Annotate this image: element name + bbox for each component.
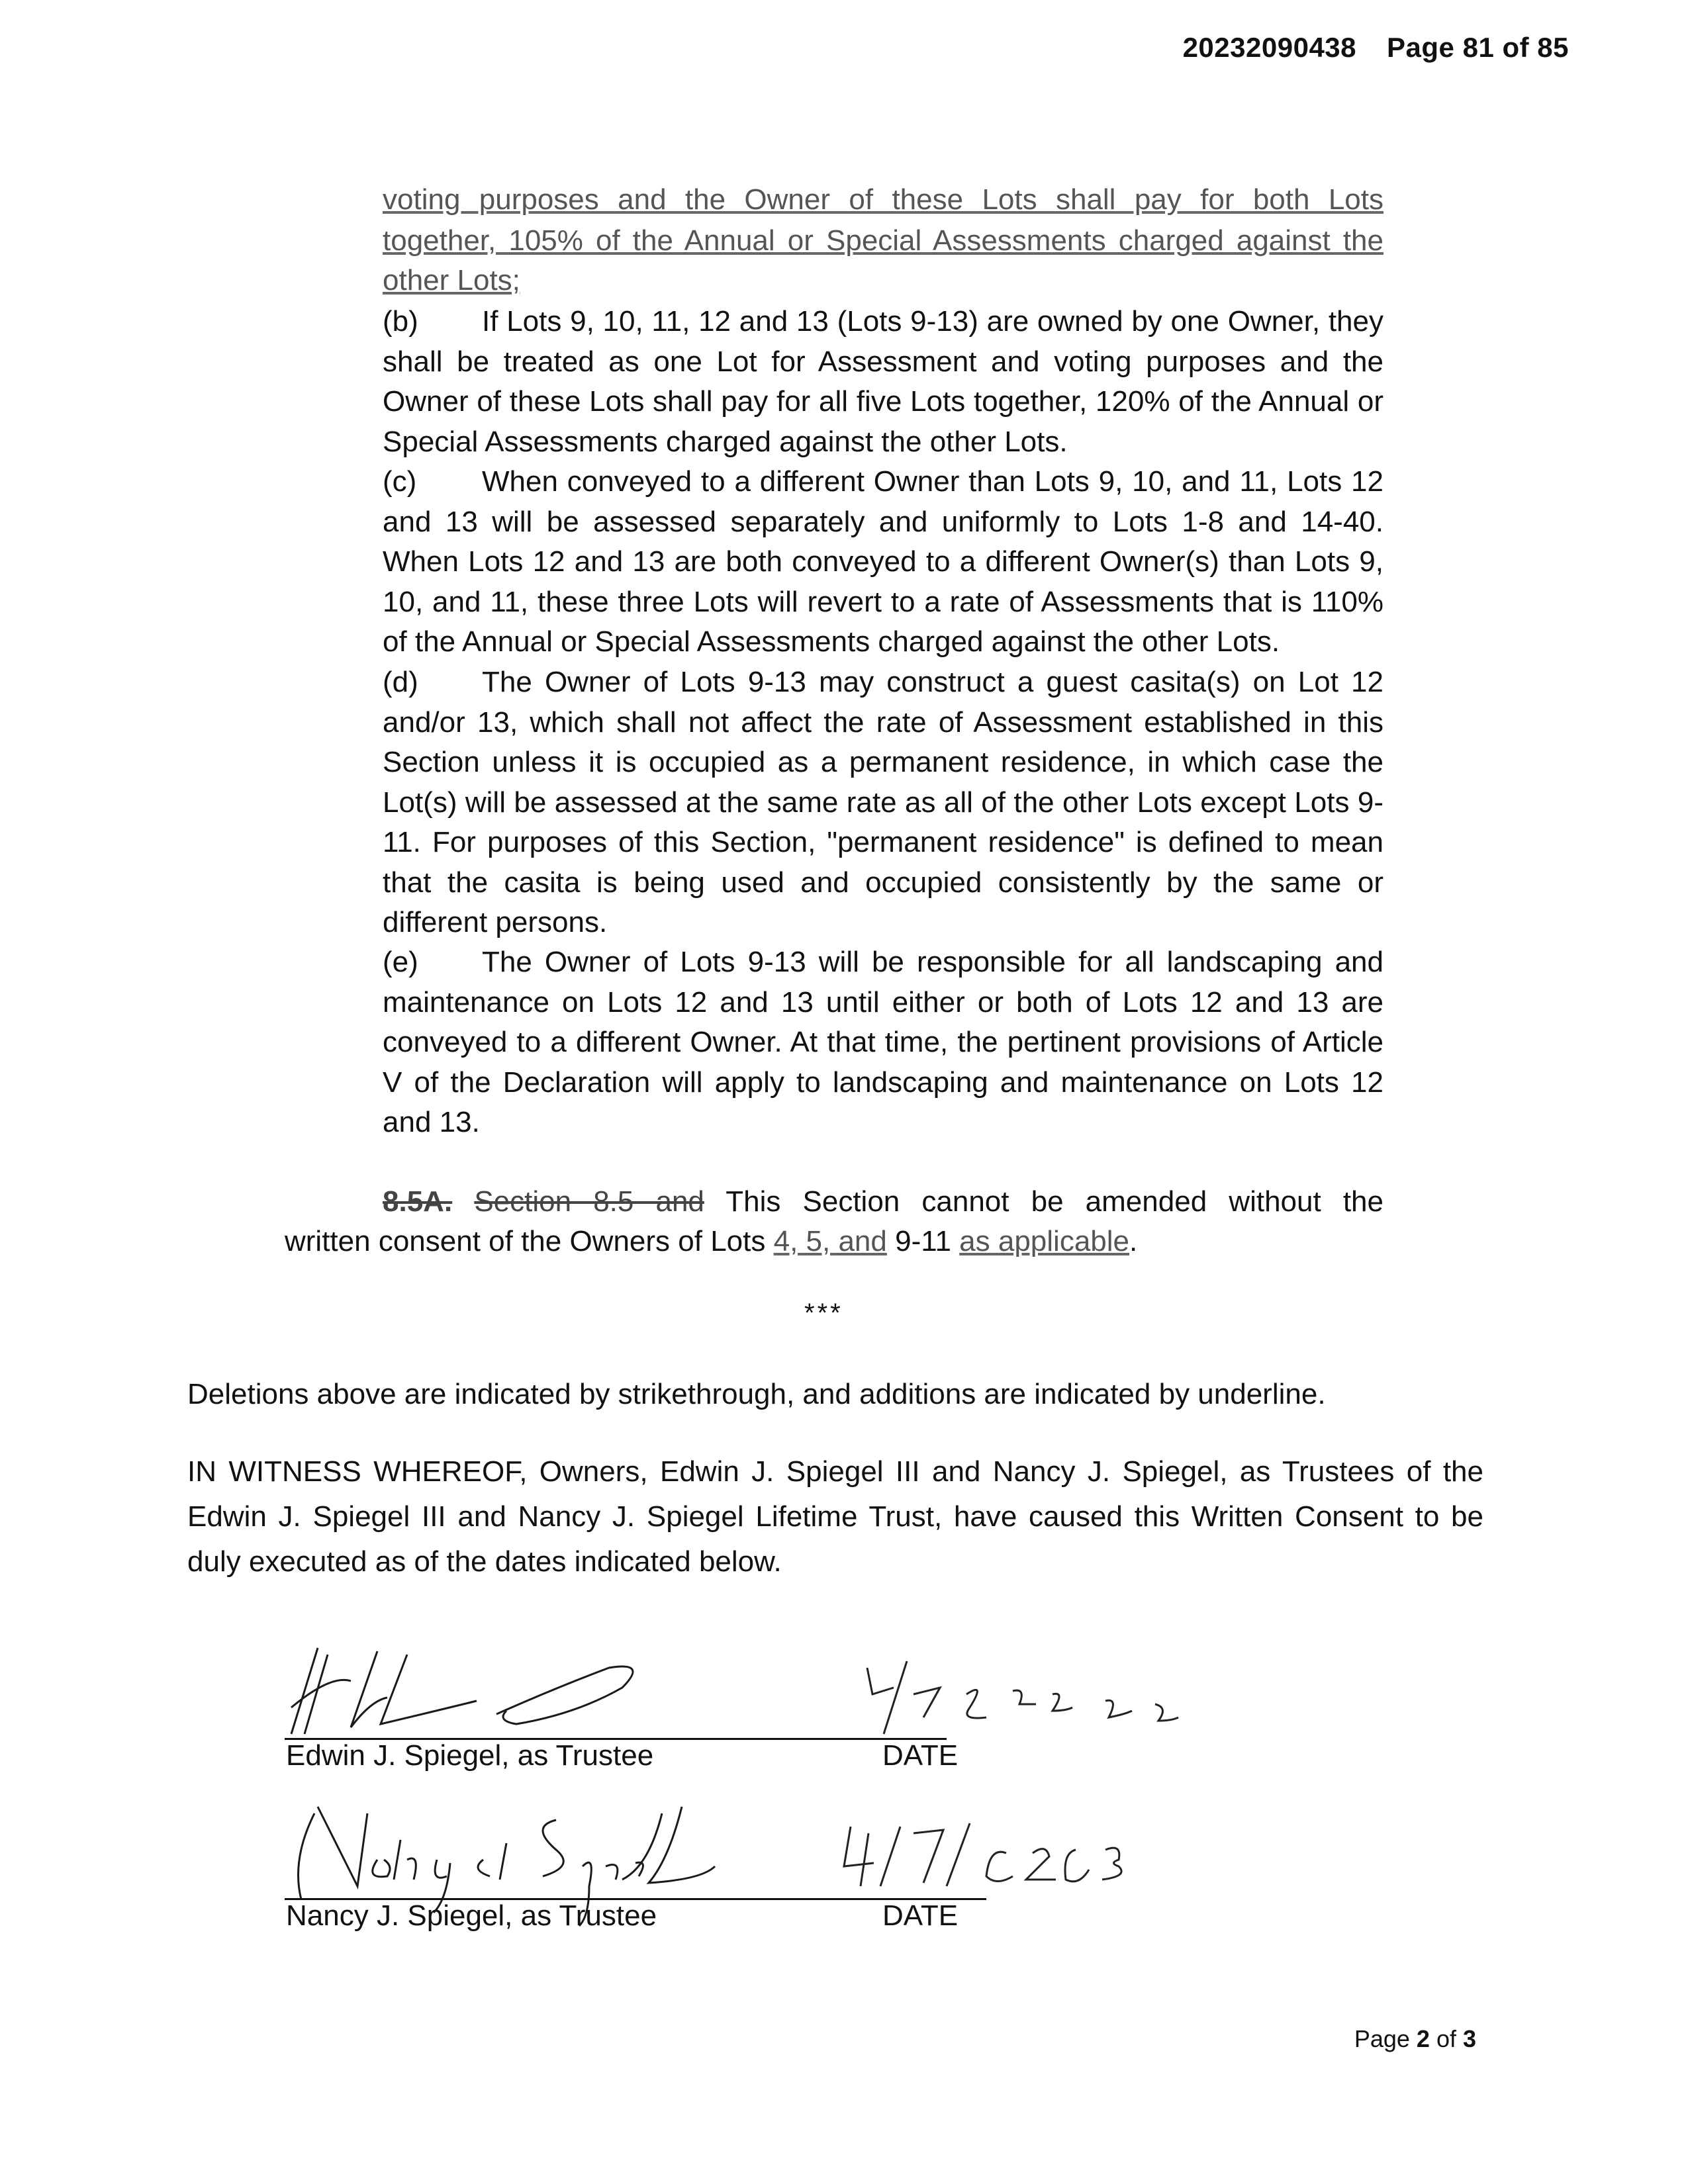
deleted-section-reference: Section 8.5 and [474, 1185, 704, 1218]
handwritten-date-nancy [827, 1813, 1172, 1899]
amendment-note: Deletions above are indicated by strikethrough, and additions are indicated by underline. [187, 1378, 1326, 1410]
current-page: 2 [1416, 2025, 1430, 2052]
deleted-section-number: 8.5A. [383, 1185, 453, 1218]
recording-page-indicator: Page 81 of 85 [1387, 32, 1569, 63]
date-label-nancy: DATE [882, 1899, 959, 1932]
total-pages: 3 [1462, 2025, 1476, 2052]
signature-edwin [278, 1635, 741, 1747]
signer-name-edwin: Edwin J. Spiegel, as Trustee [286, 1739, 654, 1772]
page-footer: Page 2 of 3 [1354, 2025, 1476, 2052]
item-text: The Owner of Lots 9-13 may construct a guest casita(s) on Lot 12 and/or 13, which shall not affect the rate of Assessment established in this Section unless it is occupied as a permanent residence, in which case the Lot(s) will be assessed at the same rate as all of the other Lots except Lots 9-11. For purposes of this Section, "permanent residence" is defined to mean that the casita is being used and occupied consistently by the same or different persons. [383, 666, 1383, 938]
added-as-applicable: as applicable [959, 1225, 1130, 1257]
date-label-edwin: DATE [882, 1739, 959, 1772]
item-d [383, 662, 1383, 943]
item-c [383, 462, 1383, 662]
item-label: (b) [383, 305, 418, 338]
item-b [383, 302, 1383, 462]
added-lots: 4, 5, and [773, 1225, 887, 1257]
item-e [383, 942, 1383, 1143]
section-85a-line-2: written consent of the Owners of Lots 4, 5, and 9-11 as applicable. [285, 1225, 1138, 1257]
carry-over-line-1: voting purposes and the Owner of these Lots shall pay for both Lots [383, 183, 1383, 216]
document-header [1183, 32, 1569, 64]
section-separator: *** [804, 1298, 843, 1328]
item-label: (d) [383, 666, 418, 698]
signer-name-nancy: Nancy J. Spiegel, as Trustee [286, 1899, 657, 1932]
section-85a-line-1 [383, 1182, 1383, 1222]
carry-over-line-3: other Lots; [383, 264, 520, 296]
recording-number: 20232090438 [1182, 32, 1357, 63]
carry-over-line-2: together, 105% of the Annual or Special Assessments charged against the [383, 224, 1383, 257]
item-text: If Lots 9, 10, 11, 12 and 13 (Lots 9-13) are owned by one Owner, they shall be treated as one Lot for Assessment and voting purposes and the Owner of these Lots shall pay for all five Lots together, 120% of the Annual or Special Assessments charged against the other Lots. [383, 305, 1383, 458]
item-label: (c) [383, 465, 417, 498]
item-text: The Owner of Lots 9-13 will be responsible for all landscaping and maintenance on Lots 12 and 13 until either or both of Lots 12 and 13 are conveyed to a different Owner. At that time, the pertinent provisions of Article V of the Declaration will apply to landscaping and maintenance on Lots 12 and 13. [383, 946, 1383, 1138]
witness-clause: IN WITNESS WHEREOF, Owners, Edwin J. Spiegel III and Nancy J. Spiegel, as Trustees of the Edwin J. Spiegel III and Nancy J. Spiegel Lifetime Trust, have caused this Written Consent to be duly executed as of the dates indicated below. [187, 1455, 1483, 1578]
item-text: When conveyed to a different Owner than Lots 9, 10, and 11, Lots 12 and 13 will be assessed separately and uniformly to Lots 1-8 and 14-40. When Lots 12 and 13 are both conveyed to a different Owner(s) than Lots 9, 10, and 11, these three Lots will revert to a rate of Assessments that is 110% of the Annual or Special Assessments charged against the other Lots. [383, 465, 1383, 658]
section-85a-text: This Section cannot be amended without the [726, 1185, 1383, 1218]
item-label: (e) [383, 946, 418, 978]
